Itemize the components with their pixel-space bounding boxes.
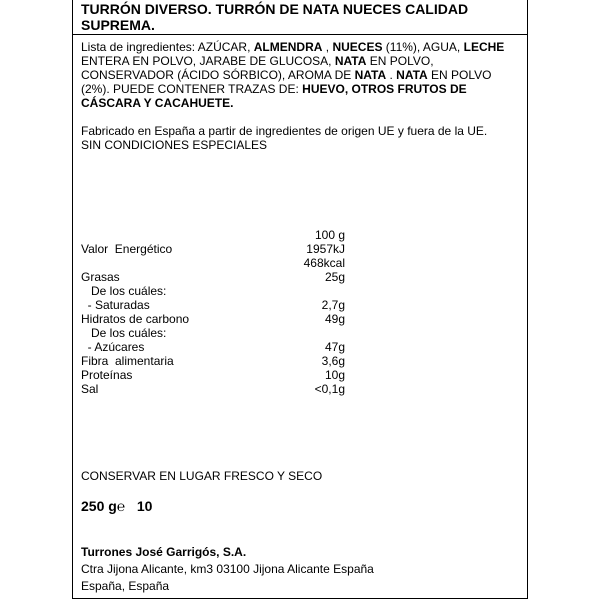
nutrition-label: De los cuáles: (81, 326, 167, 340)
nutrition-label: Hidratos de carbono (81, 312, 190, 326)
estimated-sign-icon: ℮ (116, 498, 126, 514)
origin-statement: Fabricado en España a partir de ingredientes de origen UE y fuera de la UE. (81, 124, 488, 138)
nutrition-value: 2,7g (321, 298, 345, 312)
nutrition-row (81, 284, 381, 298)
nutrition-value: 10g (324, 368, 345, 382)
nutrition-table (81, 228, 381, 396)
nutrition-row (81, 228, 381, 242)
nutrition-row (81, 298, 381, 312)
origin-info (81, 124, 521, 152)
nutrition-row (81, 340, 381, 354)
nutrition-row (81, 270, 381, 284)
unit-count: 10 (136, 498, 153, 514)
nutrition-value: 100 g (314, 228, 345, 242)
net-weight (81, 498, 152, 514)
nutrition-row (81, 326, 381, 340)
nutrition-value: 1957kJ (306, 242, 345, 256)
nutrition-label: - Azúcares (81, 340, 145, 354)
ingredients-list (81, 40, 521, 110)
allergen-traces: HUEVO, OTROS FRUTOS DE CÁSCARA Y CACAHUETE. (81, 82, 467, 110)
ingredients-sep: , (322, 40, 333, 54)
nutrition-value: 47g (324, 340, 345, 354)
nutrition-label: Grasas (81, 270, 120, 284)
nutrition-row (81, 368, 381, 382)
ingredients-text: EN POLVO (2%). PUEDE CONTENER TRAZAS DE: (81, 68, 492, 96)
company-country: España, España (81, 579, 170, 593)
ingredients-text: EN POLVO, CONSERVADOR (ÁCIDO SÓRBICO), AROMA DE (81, 54, 434, 82)
net-weight-value: 250 g (81, 498, 117, 514)
allergen-nata: NATA (396, 68, 428, 82)
nutrition-value: 25g (324, 270, 345, 284)
ingredients-lead: Lista de ingredientes: AZÚCAR, (81, 40, 254, 54)
nutrition-row (81, 256, 381, 270)
nutrition-label: De los cuáles: (81, 284, 167, 298)
nutrition-label: Valor Energético (81, 242, 173, 256)
ingredients-text: (11%), AGUA, (382, 40, 464, 54)
nutrition-label: Fibra alimentaria (81, 354, 174, 368)
nutrition-row (81, 382, 381, 396)
ingredients-text: ENTERA EN POLVO, JARABE DE GLUCOSA, (81, 54, 335, 68)
product-title: TURRÓN DIVERSO. TURRÓN DE NATA NUECES CALIDAD SUPREMA. (81, 1, 469, 33)
manufacturer-info (81, 544, 521, 595)
nutrition-row (81, 312, 381, 326)
nutrition-value: 3,6g (321, 354, 345, 368)
storage-instructions: CONSERVAR EN LUGAR FRESCO Y SECO (81, 469, 323, 483)
nutrition-label: Sal (81, 382, 99, 396)
company-name: Turrones José Garrigós, S.A. (81, 545, 247, 559)
nutrition-row (81, 354, 381, 368)
ingredients-sep: . (386, 68, 397, 82)
nutrition-value: 468kcal (303, 256, 345, 270)
allergen-leche: LECHE (463, 40, 505, 54)
nutrition-value: 49g (324, 312, 345, 326)
special-conditions: SIN CONDICIONES ESPECIALES (81, 138, 268, 152)
allergen-nata: NATA (334, 54, 367, 68)
nutrition-row (81, 242, 381, 256)
allergen-nueces: NUECES (332, 40, 383, 54)
nutrition-value: <0,1g (314, 382, 345, 396)
nutrition-label: Proteínas (81, 368, 133, 382)
title-block (73, 0, 527, 35)
label-frame (72, 0, 528, 599)
allergen-almendra: ALMENDRA (253, 40, 323, 54)
company-address: Ctra Jijona Alicante, km3 03100 Jijona Alicante España (81, 562, 374, 576)
allergen-nata: NATA (354, 68, 387, 82)
nutrition-label: - Saturadas (81, 298, 150, 312)
